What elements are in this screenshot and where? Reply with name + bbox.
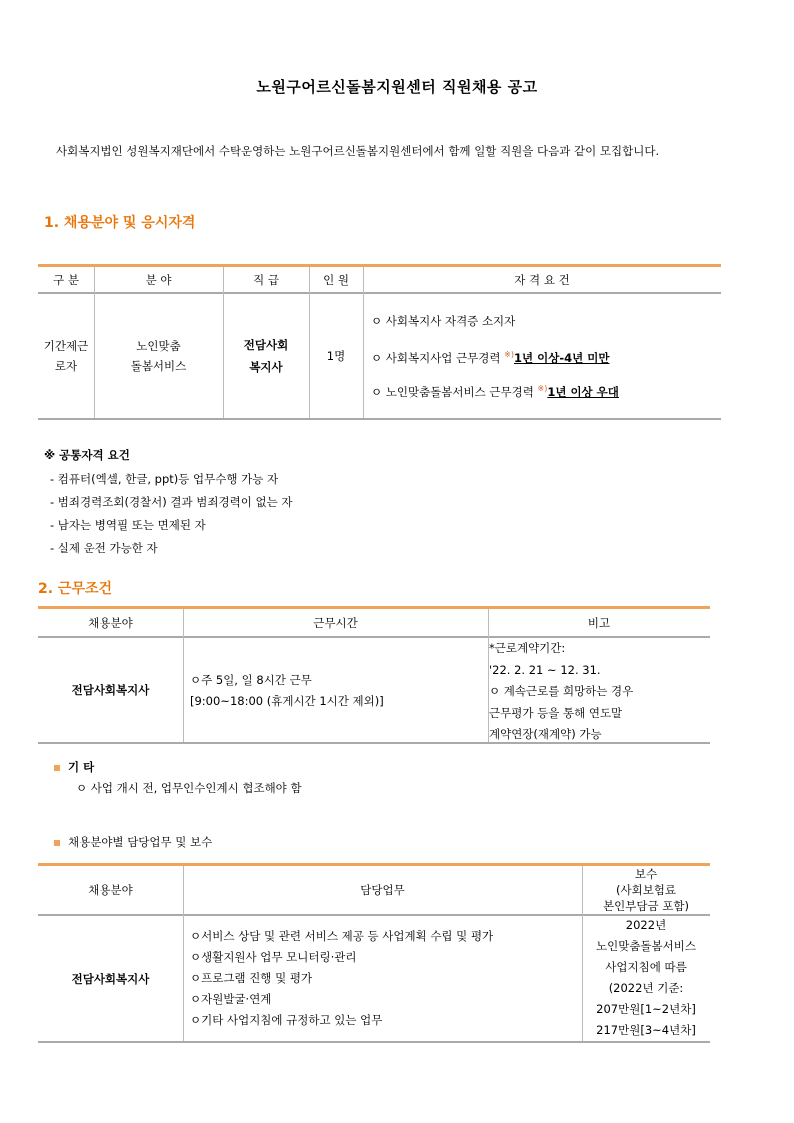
section2-heading: 2. 근무조건	[38, 581, 113, 597]
conditions-field: 전담사회복지사	[71, 683, 150, 697]
common-item: - 남자는 병역필 또는 면제된 자	[50, 518, 206, 532]
common-requirements-title: ※ 공통자격 요건	[44, 448, 130, 462]
header-requirements: 자 격 요 건	[514, 272, 570, 287]
conditions-note: *근로계약기간: '22. 2. 21 ~ 12. 31. ㅇ 계속근로를 희망하는 경우 근무평가 등을 통해 연도말 계약연장(재계약) 가능	[489, 641, 634, 741]
requirement-1: ㅇ 사회복지사 자격증 소지자	[371, 314, 516, 328]
common-item: - 범죄경력조회(경찰서) 결과 범죄경력이 없는 자	[50, 495, 293, 509]
orange-square-icon	[54, 840, 60, 846]
list-item: ㅇ기타 사업지침에 규정하고 있는 업무	[190, 1013, 383, 1027]
header-recruit-field: 채용분야	[88, 615, 133, 630]
header-count: 인 원	[323, 272, 349, 287]
list-item: ㅇ서비스 상담 및 관련 서비스 제공 등 사업계획 수립 및 평가	[190, 929, 494, 943]
page-title: 노원구어르신돌봄지원센터 직원채용 공고	[256, 78, 538, 96]
row-division: 기간제근 로자	[43, 339, 89, 373]
row-rank: 전담사회 복지사	[243, 338, 289, 374]
header-rank: 직 급	[253, 272, 279, 287]
pay-detail: 2022년 노인맞춤돌봄서비스 사업지침에 따름 (2022년 기준: 207만원[1~2년차] 217만원[3~4년차]	[596, 917, 696, 1037]
common-item: - 실제 운전 가능한 자	[50, 541, 158, 555]
header-field: 분 야	[145, 272, 172, 287]
row-count: 1명	[326, 349, 346, 363]
etc-item: ㅇ 사업 개시 전, 업무인수인계시 협조해야 함	[76, 781, 302, 795]
requirement-3: ㅇ 노인맞춤돌봄서비스 근무경력 ※)1년 이상 우대	[371, 384, 619, 399]
requirement-2: ㅇ 사회복지사업 근무경력 ※)1년 이상-4년 미만	[371, 350, 610, 365]
work-hours-1: ㅇ주 5일, 일 8시간 근무	[190, 673, 312, 687]
intro-text: 사회복지법인 성원복지재단에서 수탁운영하는 노원구어르신돌봄지원센터에서 함께 일할 직원을 다음과 같이 모집합니다.	[56, 144, 660, 158]
list-item: ㅇ자원발굴·연계	[190, 992, 272, 1006]
duty-title: 채용분야별 담당업무 및 보수	[54, 834, 212, 850]
list-item: ㅇ프로그램 진행 및 평가	[190, 971, 313, 985]
row-field: 노인맞춤 돌봄서비스	[130, 339, 187, 373]
header-work-hours: 근무시간	[313, 615, 358, 630]
duty-list	[190, 926, 493, 1031]
header-division: 구 분	[53, 272, 79, 287]
header-pay: 보수 (사회보험료 본인부담금 포함)	[603, 867, 689, 913]
duty-field: 전담사회복지사	[71, 971, 150, 986]
header-note: 비고	[587, 615, 611, 630]
header-duty-field: 채용분야	[88, 883, 133, 897]
orange-square-icon	[54, 765, 60, 771]
etc-title: 기 타	[54, 759, 94, 775]
header-duties: 담당업무	[360, 883, 405, 897]
list-item: ㅇ생활지원사 업무 모니터링·관리	[190, 950, 357, 964]
common-item: - 컴퓨터(엑셀, 한글, ppt)등 업무수행 가능 자	[50, 472, 279, 486]
work-hours-2: [9:00~18:00 (휴게시간 1시간 제외)]	[190, 694, 384, 708]
section1-heading: 1. 채용분야 및 응시자격	[44, 215, 196, 231]
